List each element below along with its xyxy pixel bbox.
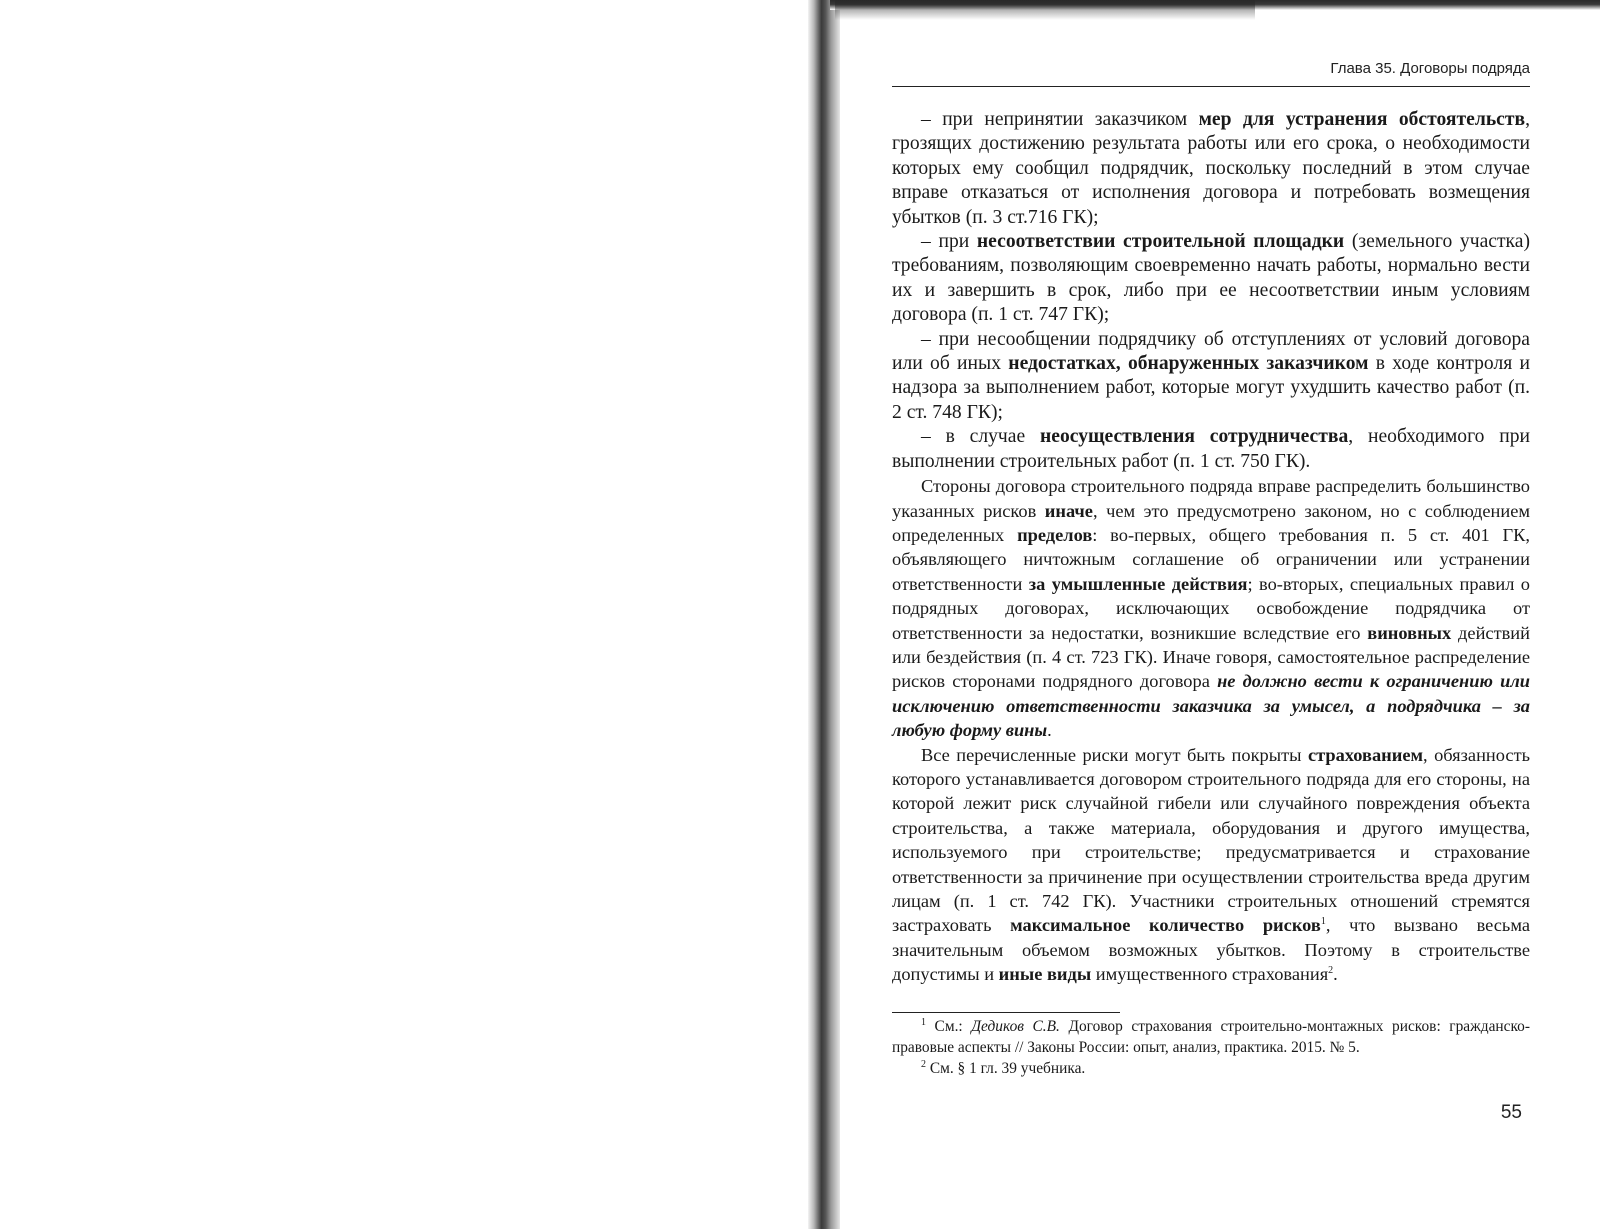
footnote bbox=[892, 1058, 1530, 1079]
footnote bbox=[892, 1016, 1530, 1058]
footnote-marker: 2 bbox=[921, 1058, 926, 1070]
text-run: , чем это предусмотрено законом, но с соблюдением определенных bbox=[892, 500, 1530, 545]
bold-text: максимальное количество рисков bbox=[1010, 915, 1321, 936]
bold-text: пределов bbox=[1017, 524, 1093, 545]
page-number: 55 bbox=[1500, 1102, 1522, 1123]
header-rule bbox=[892, 86, 1530, 87]
paragraph bbox=[892, 328, 1530, 426]
text-run: (земельного участка) требованиям, позволяющим своевременно начать работы, нормально вести их и завершить в срок, либо при ее несоответствии иным условиям договора (п. 1 ст. 747 ГК); bbox=[892, 231, 1530, 326]
text-run: – при bbox=[921, 231, 977, 253]
bold-text: недостатках, обнаруженных заказчиком bbox=[1008, 353, 1369, 375]
bold-text: иные виды bbox=[998, 964, 1092, 985]
text-run: , что вызвано весьма значительным объемом возможных убытков. Поэтому в строительстве допустимы и bbox=[892, 915, 1530, 985]
text-run: Договор страхования строительно-монтажных рисков: гражданско-правовые аспекты // Законы России: опыт, анализ, практика. 2015. № 5. bbox=[892, 1018, 1530, 1056]
paragraph bbox=[892, 743, 1530, 987]
footnote-rule bbox=[892, 1012, 1120, 1013]
body-text bbox=[892, 108, 1530, 987]
footnote-marker: 1 bbox=[1320, 916, 1326, 928]
italic-text: Дедиков С.В. bbox=[971, 1018, 1060, 1035]
text-run: . bbox=[1047, 720, 1052, 741]
footnotes bbox=[892, 1016, 1530, 1079]
text-run: См.: bbox=[926, 1018, 972, 1035]
bold-italic-text: не должно вести к ограничению или исключению ответственности заказчика за умысел, а подрядчика – за любую форму вины bbox=[892, 671, 1531, 741]
text-run: – при несообщении подрядчику об отступлениях от условий договора или об иных bbox=[892, 328, 1530, 375]
text-run: ; во-вторых, специальных правил о подрядных договорах, исключающих освобождение подрядчика от ответственности за недостатки, возникшие вследствие его bbox=[892, 573, 1531, 643]
text-run: – в случае bbox=[921, 426, 1040, 448]
text-run: , необходимого при выполнении строительных работ (п. 1 ст. 750 ГК). bbox=[892, 426, 1531, 472]
footnote-marker: 2 bbox=[1328, 965, 1334, 977]
text-run: – при непринятии заказчиком bbox=[921, 109, 1199, 130]
book-page bbox=[840, 0, 1600, 1229]
text-run: См. § 1 гл. 39 учебника. bbox=[926, 1060, 1086, 1077]
text-run: , грозящих достижению результата работы или его срока, о необходимости которых ему сообщил подрядчик, поскольку последний в этом случае вправе отказаться от исполнения договора и потребовать возмещения убытков (п. 3 ст.716 ГК); bbox=[892, 109, 1530, 228]
bold-text: иначе bbox=[1044, 500, 1093, 521]
text-run: . bbox=[1333, 964, 1338, 985]
running-head: Глава 35. Договоры подряда bbox=[1330, 60, 1530, 77]
text-run: Все перечисленные риски могут быть покрыты bbox=[921, 744, 1308, 765]
paragraph bbox=[892, 230, 1530, 328]
bold-text: мер для устранения обстоятельств bbox=[1198, 109, 1526, 130]
bold-text: несоответствии строительной площадки bbox=[976, 231, 1345, 253]
text-run: : во-первых, общего требования п. 5 ст. 401 ГК, объявляющего ничтожным соглашение об ограничении или устранении ответственности bbox=[892, 524, 1530, 594]
bold-text: за умышленные действия bbox=[1028, 573, 1248, 594]
text-run: Стороны договора строительного подряда вправе распределить большинство указанных рисков bbox=[892, 476, 1530, 521]
book-spine-shadow bbox=[808, 0, 840, 1229]
footnote-marker: 1 bbox=[921, 1016, 926, 1028]
text-run: действий или бездействия (п. 4 ст. 723 ГК). Иначе говоря, самостоятельное распределение рисков сторонами подрядного договора bbox=[892, 622, 1530, 692]
bold-text: неосуществления сотрудничества bbox=[1039, 426, 1349, 448]
bold-text: виновных bbox=[1367, 622, 1452, 643]
text-run: , обязанность которого устанавливается договором строительного подряда для его стороны, на которой лежит риск случайной гибели или случайного повреждения объекта строительства, а также материала, оборудования и другого имущества, используемого при строительстве; предусматривается и страхование ответственности за причинение при осуществлении строительства вреда другим лицам (п. 1 ст. 742 ГК). Участники строительных отношений стремятся застраховать bbox=[892, 744, 1530, 936]
paragraph bbox=[892, 474, 1530, 742]
paragraph bbox=[892, 425, 1530, 474]
paragraph bbox=[892, 108, 1530, 230]
text-run: имущественного страхования bbox=[1091, 964, 1329, 985]
text-run: в ходе контроля и надзора за выполнением работ, которые могут ухудшить качество работ (п. 2 ст. 748 ГК); bbox=[892, 353, 1530, 423]
bold-text: страхованием bbox=[1307, 744, 1424, 765]
